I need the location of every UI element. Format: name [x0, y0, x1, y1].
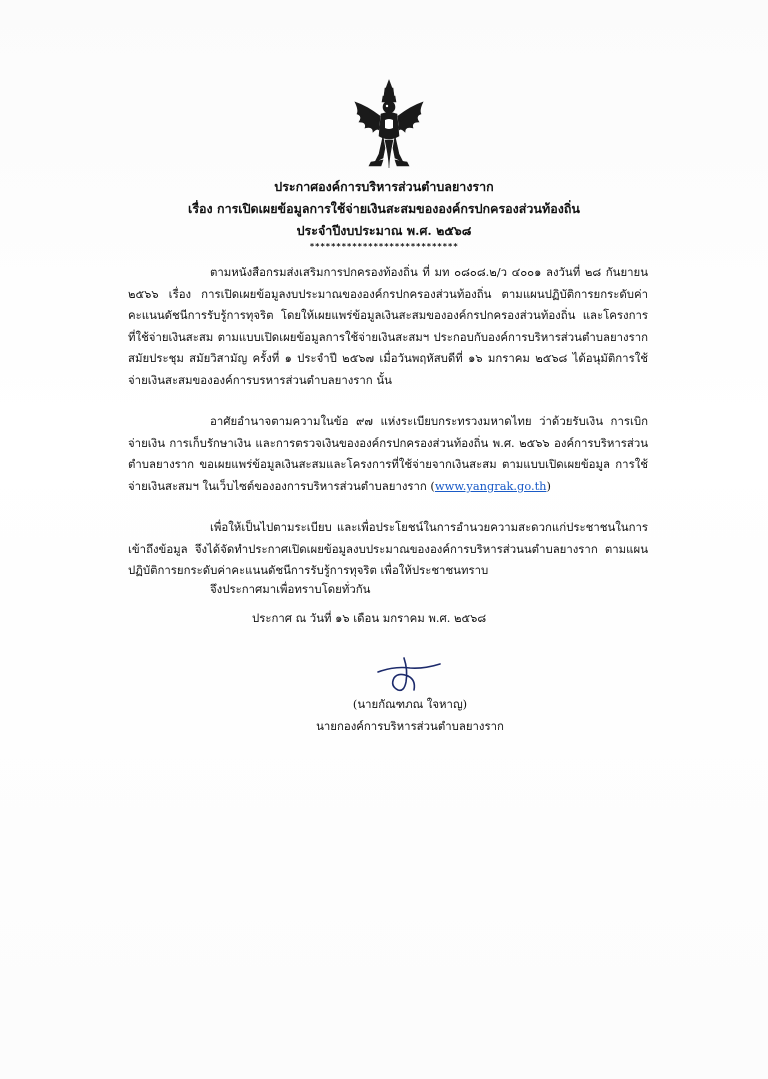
paragraph-2 — [128, 411, 648, 497]
separator-stars: **************************** — [309, 242, 459, 251]
announcement-subject: เรื่อง การเปิดเผยข้อมูลการใช้จ่ายเงินสะสมขององค์กรปกครองส่วนท้องถิ่น — [188, 201, 580, 216]
paragraph-4: จึงประกาศมาเพื่อทราบโดยทั่วกัน — [210, 582, 371, 596]
announcement-date: ประกาศ ณ วันที่ ๑๖ เดือน มกราคม พ.ศ. ๒๕๖๘ — [252, 611, 487, 625]
paragraph-1: ตามหนังสือกรมส่งเสริมการปกครองท้องถิ่น ที่ มท ๐๘๐๘.๒/ว ๔๐๐๑ ลงวันที่ ๒๘ กันยายน ๒๕๖๖ เรื่อง การเปิดเผยข้อมูลงบประมาณขององค์กรปกครองส่วนท้องถิ่น ตามแผนปฏิบัติการยกระดับค่าคะแนนดัชนีการรับรู้การทุจริต โดยให้เผยแพร่ข้อมูลเงินสะสมขององค์กรปกครองส่วนท้องถิ่น และโครงการที่ใช้จ่ายเงินสะสม ตามแบบเปิดเผยข้อมูลการใช้จ่ายเงินสะสมฯ ประกอบกับองค์การบริหารส่วนตำบลยางราก สมัยประชุม สมัยวิสามัญ ครั้งที่ ๑ ประจำปี ๒๕๖๗ เมื่อวันพฤหัสบดีที่ ๑๖ มกราคม ๒๕๖๘ ได้อนุมัติการใช้จ่ายเงินสะสมขององค์การบรหารส่วนตำบลยางราก นั้น — [128, 265, 648, 387]
handwritten-signature — [364, 650, 448, 698]
paragraph-3: เพื่อให้เป็นไปตามระเบียบ และเพื่อประโยชน์ในการอำนวยความสะดวกแก่ประชาชนในการเข้าถึงข้อมูล จึงได้จัดทำประกาศเปิดเผยข้อมูลงบประมาณขององค์การบริหารส่วนนตำบลยางราก ตามแผนปฏิบัติการยกระดับค่าคะแนนดัชนีการรับรู้การทุจริต เพื่อให้ประชาชนทราบ — [128, 520, 648, 578]
paragraph-2-text: อาศัยอำนาจตามความในข้อ ๙๗ แห่งระเบียบกระทรวงมหาดไทย ว่าด้วยรับเงิน การเบิกจ่ายเงิน การเก็บรักษาเงิน และการตรวจเงินขององค์กรปกครองส่วนท้องถิ่น พ.ศ. ๒๕๖๖ องค์การบริหารส่วนตำบลยางราก ขอเผยแพร่ข้อมูลเงินสะสมและโครงการที่ใช้จ่ายจากเงินสะสม ตามแบบเปิดเผยข้อมูล การใช้จ่ายเงินสะสมฯ ในเว็บไซต์ขององการบริหารส่วนตำบลยางราก ( — [128, 414, 648, 493]
fiscal-year-line: ประจำปีงบประมาณ พ.ศ. ๒๕๖๘ — [296, 223, 472, 238]
website-link[interactable]: www.yangrak.go.th — [434, 478, 547, 493]
paragraph-2-close: ) — [546, 478, 551, 493]
signer-title: นายกองค์การบริหารส่วนตำบลยางราก — [316, 719, 504, 733]
garuda-emblem-icon — [349, 78, 429, 170]
announcement-title: ประกาศองค์การบริหารส่วนตำบลยางราก — [274, 179, 494, 194]
signer-name: (นายกัณฑภณ ใจหาญ) — [352, 697, 468, 711]
